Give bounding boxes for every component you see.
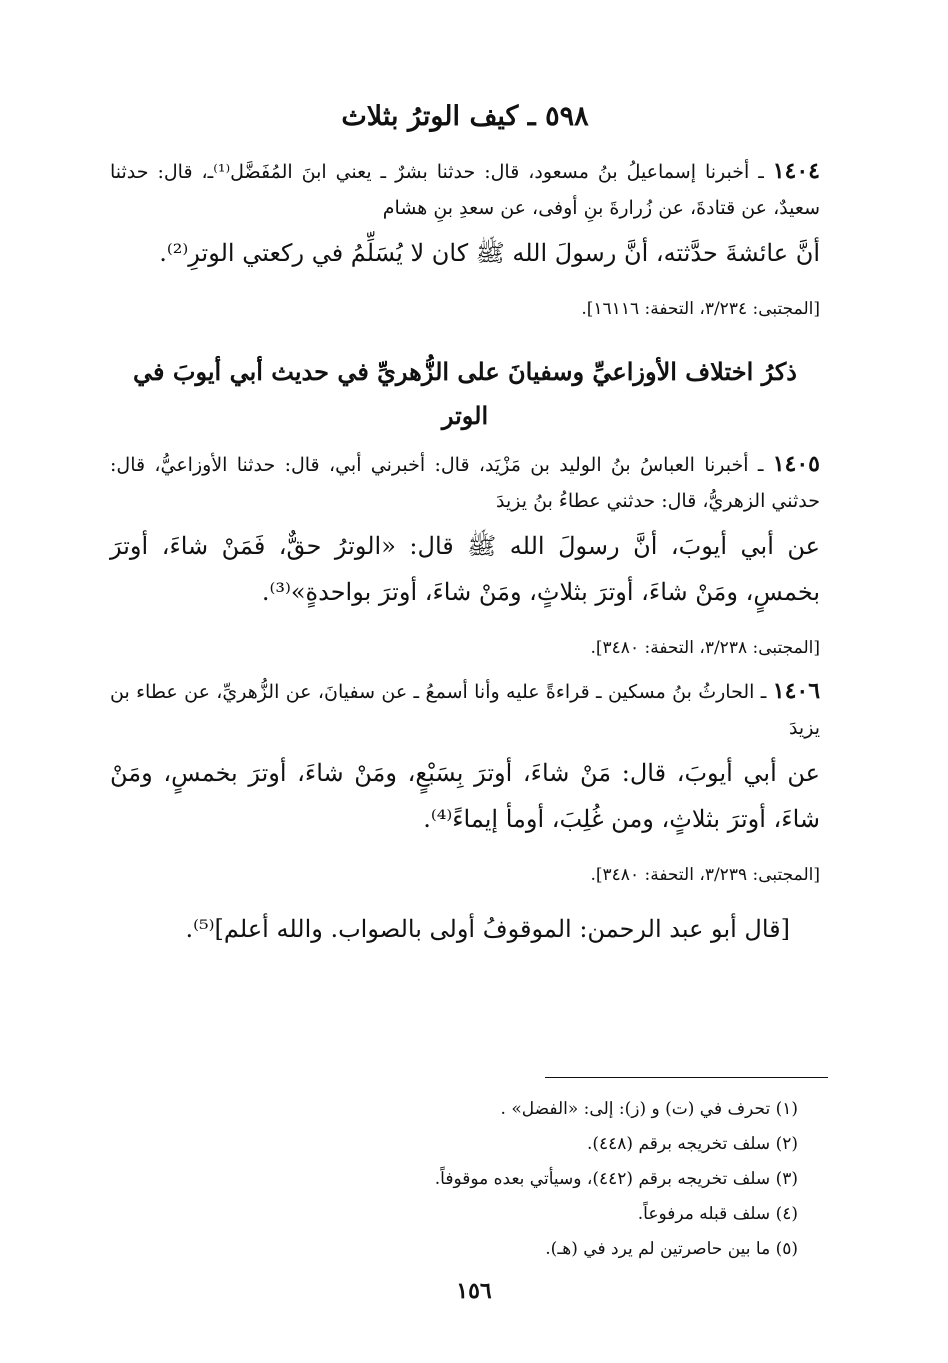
editor-note: [قال أبو عبد الرحمن: الموقوفُ أولى بالصواب. والله أعلم]⁽⁵⁾. — [185, 915, 790, 943]
hadith-1404-ref: [المجتبى: ٣/٢٣٤، التحفة: ١٦١١٦]. — [581, 299, 820, 319]
section-heading: ذكرُ اختلاف الأوزاعيِّ وسفيانَ على الزُّهريِّ في حديث أبي أيوبَ في الوتر — [133, 357, 797, 430]
isnad-text: ـ الحارثُ بنُ مسكين ـ قراءةً عليه وأنا أسمعُ ـ عن سفيانَ، عن الزُّهريِّ، عن عطاء بن يزيدَ — [110, 681, 820, 739]
hadith-1405-ref: [المجتبى: ٣/٢٣٨، التحفة: ٣٤٨٠]. — [590, 638, 820, 658]
footnotes — [238, 1092, 798, 1267]
footnote-divider — [545, 1077, 828, 1078]
footnote: (٣) سلف تخريجه برقم (٤٤٢)، وسيأتي بعده موقوفاً. — [434, 1169, 798, 1189]
hadith-1404-matn: أنَّ عائشةَ حدَّثته، أنَّ رسولَ الله ﷺ كان لا يُسَلِّمُ في ركعتي الوترِ⁽²⁾. — [159, 239, 820, 267]
isnad-text: ـ أخبرنا إسماعيلُ بنُ مسعود، قال: حدثنا بشرٌ ـ يعني ابنَ المُفَضَّل⁽¹⁾ـ، قال: حدثنا سعيدٌ، عن قتادةَ، عن زُرارةَ بنِ أوفى، عن سعدِ بنِ هشام — [110, 161, 820, 219]
page-body — [110, 95, 820, 952]
hadith-1406-matn: عن أبي أيوبَ، قال: مَنْ شاءَ، أوترَ بِسَبْعٍ، ومَنْ شاءَ، أوترَ بخمسٍ، ومَنْ شاءَ، أوترَ بثلاثٍ، ومن غُلِبَ، أومأ إيماءً⁽⁴⁾. — [110, 759, 820, 833]
hadith-1406-ref: [المجتبى: ٣/٢٣٩، التحفة: ٣٤٨٠]. — [590, 865, 820, 885]
hadith-1404-isnad — [110, 153, 820, 226]
hadith-number: ١٤٠٥ — [772, 451, 820, 477]
page-number: ١٥٦ — [456, 1278, 492, 1304]
footnote: (٥) ما بين حاصرتين لم يرد في (هـ). — [545, 1239, 798, 1259]
chapter-title: ٥٩٨ ـ كيف الوترُ بثلاث — [341, 101, 589, 132]
hadith-1405-matn: عن أبي أيوبَ، أنَّ رسولَ الله ﷺ قال: «الوترُ حقٌّ، فَمَنْ شاءَ، أوترَ بخمسٍ، ومَنْ شاءَ، أوترَ بثلاثٍ، ومَنْ شاءَ، أوترَ بواحدةٍ»⁽³⁾. — [110, 532, 820, 606]
footnote: (٢) سلف تخريجه برقم (٤٤٨). — [586, 1134, 798, 1154]
hadith-number: ١٤٠٤ — [772, 158, 820, 184]
hadith-number: ١٤٠٦ — [772, 678, 821, 704]
footnote: (١) تحرف في (ت) و (ز): إلى: «الفضل» . — [500, 1099, 798, 1119]
hadith-1406-isnad — [110, 673, 820, 746]
isnad-text: ـ أخبرنا العباسُ بنُ الوليد بن مَزْيَد، قال: أخبرني أبي، قال: حدثنا الأوزاعيُّ، قال: حدثني الزهريُّ، قال: حدثني عطاءُ بنُ يزيدَ — [110, 454, 820, 512]
hadith-1405-isnad — [110, 446, 820, 519]
footnote: (٤) سلف قبله مرفوعاً. — [637, 1204, 798, 1224]
